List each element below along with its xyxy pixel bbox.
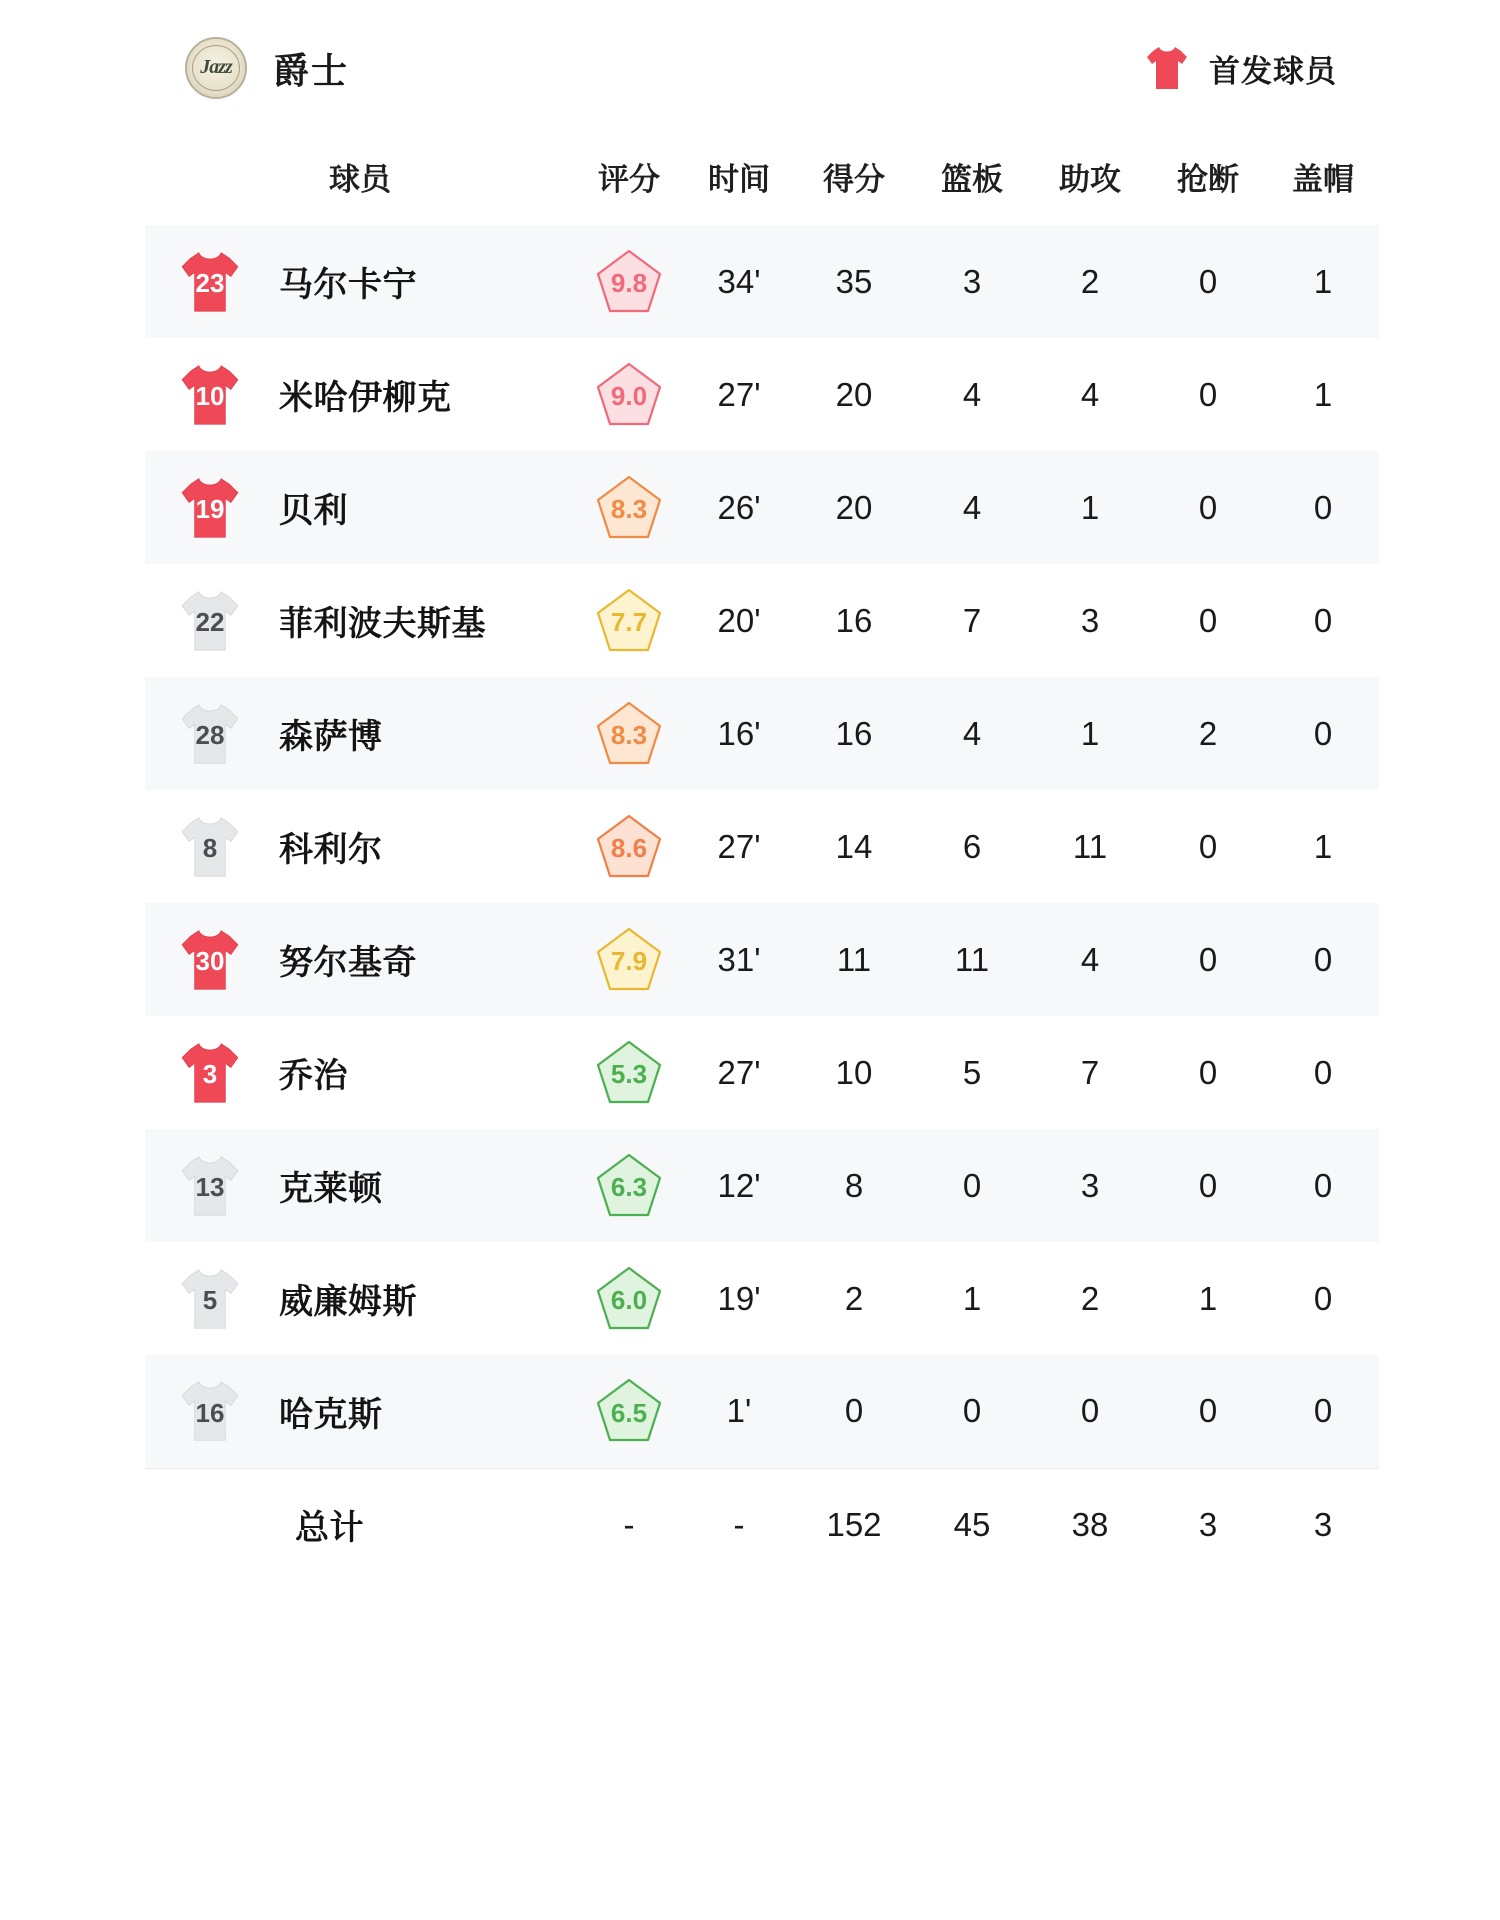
player-cell[interactable] — [145, 1355, 575, 1468]
steals-cell: 0 — [1198, 262, 1218, 300]
player-rating-badge — [594, 1376, 664, 1446]
player-rating-badge — [594, 247, 664, 317]
player-stats-table — [145, 136, 1379, 1581]
player-rating-badge — [594, 586, 664, 656]
player-jersey-icon — [179, 476, 241, 540]
player-jersey-icon — [179, 928, 241, 992]
player-name: 威廉姆斯 — [279, 1283, 417, 1321]
team-logo-text: Jazz — [200, 55, 232, 78]
totals-minutes-cell: - — [683, 1468, 795, 1581]
player-jersey-icon — [179, 815, 241, 879]
player-cell[interactable] — [145, 225, 575, 338]
player-jersey-number: 23 — [195, 267, 225, 298]
table-row[interactable] — [145, 1355, 1379, 1468]
player-cell[interactable] — [145, 677, 575, 790]
column-header-rating: 评分 — [598, 162, 660, 197]
rating-cell — [575, 451, 683, 564]
assists-cell: 4 — [1080, 940, 1100, 978]
player-jersey-icon — [179, 1154, 241, 1218]
rebounds-cell: 3 — [962, 262, 982, 300]
player-jersey-icon — [179, 1041, 241, 1105]
player-jersey-number: 19 — [195, 493, 225, 524]
player-jersey-icon — [179, 250, 241, 314]
column-header-assists: 助攻 — [1059, 162, 1121, 197]
team-name: 爵士 — [273, 49, 350, 91]
totals-assists-cell: 38 — [1031, 1468, 1149, 1581]
totals-blocks-cell: 3 — [1267, 1468, 1379, 1581]
steals-cell: 0 — [1198, 1392, 1218, 1430]
player-jersey-icon — [179, 363, 241, 427]
player-rating-value: 5.3 — [610, 1059, 648, 1089]
player-jersey-number: 30 — [195, 945, 225, 976]
totals-steals-cell: 3 — [1149, 1468, 1267, 1581]
totals-points-cell: 152 — [795, 1468, 913, 1581]
minutes-cell: 27' — [717, 375, 761, 413]
blocks-cell: 0 — [1313, 1166, 1333, 1204]
rebounds-cell: 4 — [962, 714, 982, 752]
steals-cell: 0 — [1198, 827, 1218, 865]
player-jersey-number: 8 — [202, 832, 218, 863]
totals-label-cell — [145, 1468, 575, 1581]
player-name: 菲利波夫斯基 — [279, 605, 486, 643]
player-cell[interactable] — [145, 1129, 575, 1242]
rating-cell — [575, 790, 683, 903]
column-header-blocks: 盖帽 — [1292, 162, 1354, 197]
player-rating-value: 7.7 — [610, 607, 648, 637]
player-jersey-number: 16 — [195, 1397, 225, 1428]
blocks-cell: 0 — [1313, 1053, 1333, 1091]
rating-cell — [575, 677, 683, 790]
blocks-cell: 1 — [1313, 375, 1333, 413]
minutes-cell: 34' — [717, 262, 761, 300]
player-cell[interactable] — [145, 1016, 575, 1129]
blocks-cell: 0 — [1313, 488, 1333, 526]
totals-label: 总计 — [295, 1509, 364, 1548]
player-name: 克莱顿 — [279, 1170, 383, 1208]
minutes-cell: 27' — [717, 1053, 761, 1091]
blocks-cell: 0 — [1313, 940, 1333, 978]
player-rating-value: 6.5 — [610, 1397, 648, 1428]
steals-cell: 0 — [1198, 601, 1218, 639]
player-name: 米哈伊柳克 — [279, 379, 452, 417]
player-jersey-number: 10 — [195, 380, 225, 411]
player-rating-value: 9.0 — [610, 381, 648, 411]
player-rating-badge — [594, 699, 664, 769]
assists-cell: 1 — [1080, 488, 1100, 526]
points-cell: 10 — [835, 1053, 873, 1091]
player-rating-value: 6.0 — [610, 1285, 648, 1315]
points-cell: 20 — [835, 488, 873, 526]
minutes-cell: 20' — [717, 601, 761, 639]
table-row[interactable] — [145, 225, 1379, 338]
team-identity[interactable] — [147, 37, 349, 99]
player-rating-value: 9.8 — [610, 268, 648, 298]
table-row[interactable] — [145, 1129, 1379, 1242]
points-cell: 11 — [836, 940, 872, 978]
player-rating-value: 8.3 — [610, 494, 648, 524]
assists-cell: 1 — [1080, 714, 1100, 752]
starter-legend-label: 首发球员 — [1209, 53, 1337, 89]
column-header-minutes: 时间 — [708, 162, 770, 197]
assists-cell: 4 — [1080, 375, 1100, 413]
player-cell[interactable] — [145, 564, 575, 677]
player-name: 森萨博 — [279, 718, 383, 756]
player-rating-badge — [594, 1264, 664, 1334]
player-rating-value: 8.3 — [610, 720, 648, 750]
player-name: 贝利 — [279, 492, 348, 530]
player-jersey-number: 3 — [202, 1058, 218, 1089]
player-cell[interactable] — [145, 1242, 575, 1355]
player-cell[interactable] — [145, 790, 575, 903]
player-rating-value: 7.9 — [610, 946, 648, 976]
totals-row — [145, 1468, 1379, 1581]
minutes-cell: 12' — [717, 1166, 761, 1204]
player-cell[interactable] — [145, 451, 575, 564]
steals-cell: 0 — [1198, 1053, 1218, 1091]
player-rating-badge — [594, 473, 664, 543]
rebounds-cell: 4 — [962, 375, 982, 413]
table-row[interactable] — [145, 903, 1379, 1016]
table-row[interactable] — [145, 451, 1379, 564]
points-cell: 8 — [844, 1166, 864, 1204]
steals-cell: 1 — [1198, 1279, 1218, 1317]
points-cell: 16 — [835, 601, 873, 639]
column-header-player: 球员 — [329, 162, 391, 197]
minutes-cell: 26' — [717, 488, 761, 526]
rating-cell — [575, 564, 683, 677]
player-name: 科利尔 — [279, 831, 383, 869]
points-cell: 16 — [835, 714, 873, 752]
team-logo-icon — [185, 37, 247, 99]
stats-table-body — [145, 225, 1379, 1581]
assists-cell: 2 — [1080, 1279, 1100, 1317]
player-jersey-number: 13 — [195, 1171, 225, 1202]
blocks-cell: 1 — [1313, 262, 1333, 300]
player-jersey-icon — [179, 589, 241, 653]
blocks-cell: 0 — [1313, 1392, 1333, 1430]
starter-legend — [1145, 45, 1353, 91]
player-rating-badge — [594, 360, 664, 430]
column-header-points: 得分 — [823, 162, 885, 197]
steals-cell: 0 — [1198, 940, 1218, 978]
rebounds-cell: 7 — [962, 601, 982, 639]
points-cell: 35 — [835, 262, 873, 300]
player-jersey-number: 22 — [195, 606, 225, 637]
rebounds-cell: 0 — [962, 1166, 982, 1204]
stats-header-row — [145, 136, 1379, 225]
column-header-steals: 抢断 — [1177, 162, 1239, 197]
rating-cell — [575, 1355, 683, 1468]
player-jersey-icon — [179, 1267, 241, 1331]
steals-cell: 0 — [1198, 1166, 1218, 1204]
points-cell: 14 — [835, 827, 873, 865]
points-cell: 0 — [844, 1392, 864, 1430]
rebounds-cell: 6 — [962, 827, 982, 865]
player-name: 乔治 — [279, 1057, 348, 1095]
rating-cell — [575, 1242, 683, 1355]
table-row[interactable] — [145, 1016, 1379, 1129]
blocks-cell: 0 — [1313, 601, 1333, 639]
player-name: 哈克斯 — [279, 1395, 383, 1434]
minutes-cell: 19' — [717, 1279, 761, 1317]
assists-cell: 3 — [1080, 1166, 1100, 1204]
table-row[interactable] — [145, 790, 1379, 903]
stats-table-head — [145, 136, 1379, 225]
player-jersey-number: 28 — [195, 719, 225, 750]
minutes-cell: 31' — [717, 940, 761, 978]
assists-cell: 11 — [1072, 827, 1108, 865]
assists-cell: 7 — [1080, 1053, 1100, 1091]
steals-cell: 2 — [1198, 714, 1218, 752]
points-cell: 20 — [835, 375, 873, 413]
player-rating-badge — [594, 1151, 664, 1221]
blocks-cell: 1 — [1313, 827, 1333, 865]
column-header-rebounds: 篮板 — [941, 162, 1003, 197]
player-jersey-icon — [179, 1379, 241, 1443]
rating-cell — [575, 1016, 683, 1129]
assists-cell: 3 — [1080, 601, 1100, 639]
minutes-cell: 1' — [726, 1392, 752, 1430]
player-jersey-number: 5 — [202, 1284, 218, 1315]
blocks-cell: 0 — [1313, 714, 1333, 752]
totals-rating-cell: - — [575, 1468, 683, 1581]
player-jersey-icon — [179, 702, 241, 766]
totals-rebounds-cell: 45 — [913, 1468, 1031, 1581]
player-cell[interactable] — [145, 903, 575, 1016]
player-name: 努尔基奇 — [279, 944, 417, 982]
steals-cell: 0 — [1198, 488, 1218, 526]
minutes-cell: 27' — [717, 827, 761, 865]
player-rating-value: 8.6 — [610, 833, 648, 863]
steals-cell: 0 — [1198, 375, 1218, 413]
rating-cell — [575, 338, 683, 451]
player-rating-badge — [594, 1038, 664, 1108]
player-rating-badge — [594, 812, 664, 882]
player-name: 马尔卡宁 — [279, 266, 417, 304]
rebounds-cell: 11 — [954, 940, 990, 978]
assists-cell: 0 — [1080, 1392, 1100, 1430]
rebounds-cell: 1 — [962, 1279, 982, 1317]
player-rating-badge — [594, 925, 664, 995]
jersey-icon — [1145, 45, 1189, 91]
player-cell[interactable] — [145, 338, 575, 451]
rating-cell — [575, 1129, 683, 1242]
table-row[interactable] — [145, 564, 1379, 677]
table-row[interactable] — [145, 677, 1379, 790]
blocks-cell: 0 — [1313, 1279, 1333, 1317]
player-rating-value: 6.3 — [610, 1172, 648, 1202]
rebounds-cell: 5 — [962, 1053, 982, 1091]
rebounds-cell: 4 — [962, 488, 982, 526]
rating-cell — [575, 903, 683, 1016]
boxscore-page — [145, 0, 1355, 1581]
table-row[interactable] — [145, 1242, 1379, 1355]
table-row[interactable] — [145, 338, 1379, 451]
team-header — [145, 0, 1355, 136]
minutes-cell: 16' — [717, 714, 761, 752]
points-cell: 2 — [844, 1279, 864, 1317]
rating-cell — [575, 225, 683, 338]
assists-cell: 2 — [1080, 262, 1100, 300]
rebounds-cell: 0 — [962, 1392, 982, 1430]
